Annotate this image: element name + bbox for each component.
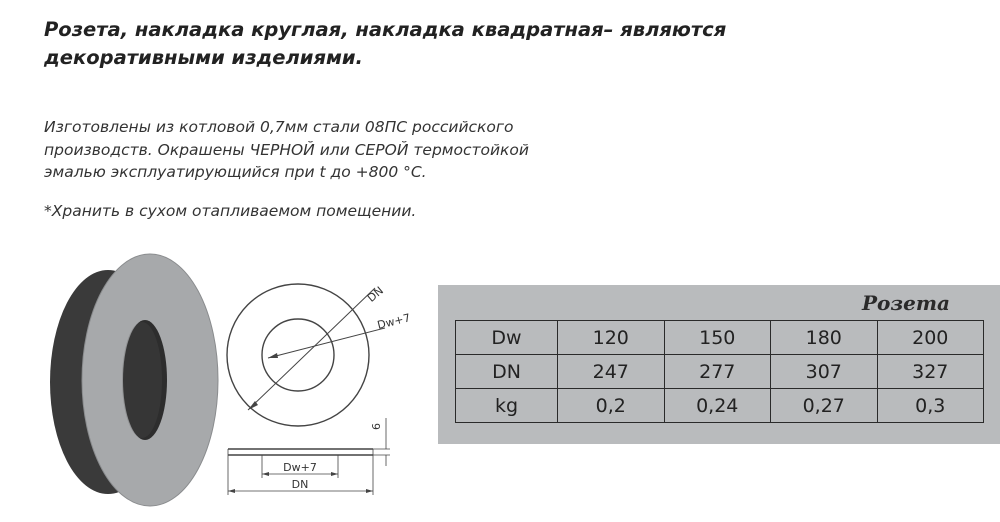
table-cell: 277	[664, 355, 771, 389]
table-row	[456, 355, 984, 389]
row-label: kg	[456, 389, 558, 423]
table-cell: 327	[877, 355, 984, 389]
row-label: Dw	[456, 321, 558, 355]
thickness-label: 6	[370, 423, 383, 430]
dw-side-label: Dw+7	[283, 461, 317, 474]
dn-side-label: DN	[291, 478, 309, 491]
table-cell: 0,2	[558, 389, 665, 423]
rosette-side-view-drawing	[0, 0, 440, 522]
spec-table	[455, 320, 984, 423]
table-cell: 307	[771, 355, 878, 389]
dn-label: DN	[364, 284, 386, 305]
description-line-3: эмалью эксплуатирующийся при t до +800 °C.	[44, 163, 427, 181]
table-cell: 200	[877, 321, 984, 355]
description-line-2: производств. Окрашены ЧЕРНОЙ или СЕРОЙ термостойкой	[44, 140, 529, 159]
table-row	[456, 321, 984, 355]
table-cell: 0,24	[664, 389, 771, 423]
table-cell: 247	[558, 355, 665, 389]
table-cell: 0,27	[771, 389, 878, 423]
description-line-1: Изготовлены из котловой 0,7мм стали 08ПС российского	[44, 118, 514, 136]
title-line-2: декоративными изделиями.	[44, 46, 363, 69]
dw-label: Dw+7	[375, 311, 412, 332]
table-cell: 0,3	[877, 389, 984, 423]
table-cell: 120	[558, 321, 665, 355]
spec-table-title: Розета	[862, 291, 950, 315]
spec-panel	[438, 285, 1000, 444]
storage-note: *Хранить в сухом отапливаемом помещении.	[44, 202, 417, 220]
row-label: DN	[456, 355, 558, 389]
table-cell: 150	[664, 321, 771, 355]
title-line-1: Розета, накладка круглая, накладка квадратная– являются	[44, 18, 727, 41]
table-row	[456, 389, 984, 423]
table-cell: 180	[771, 321, 878, 355]
